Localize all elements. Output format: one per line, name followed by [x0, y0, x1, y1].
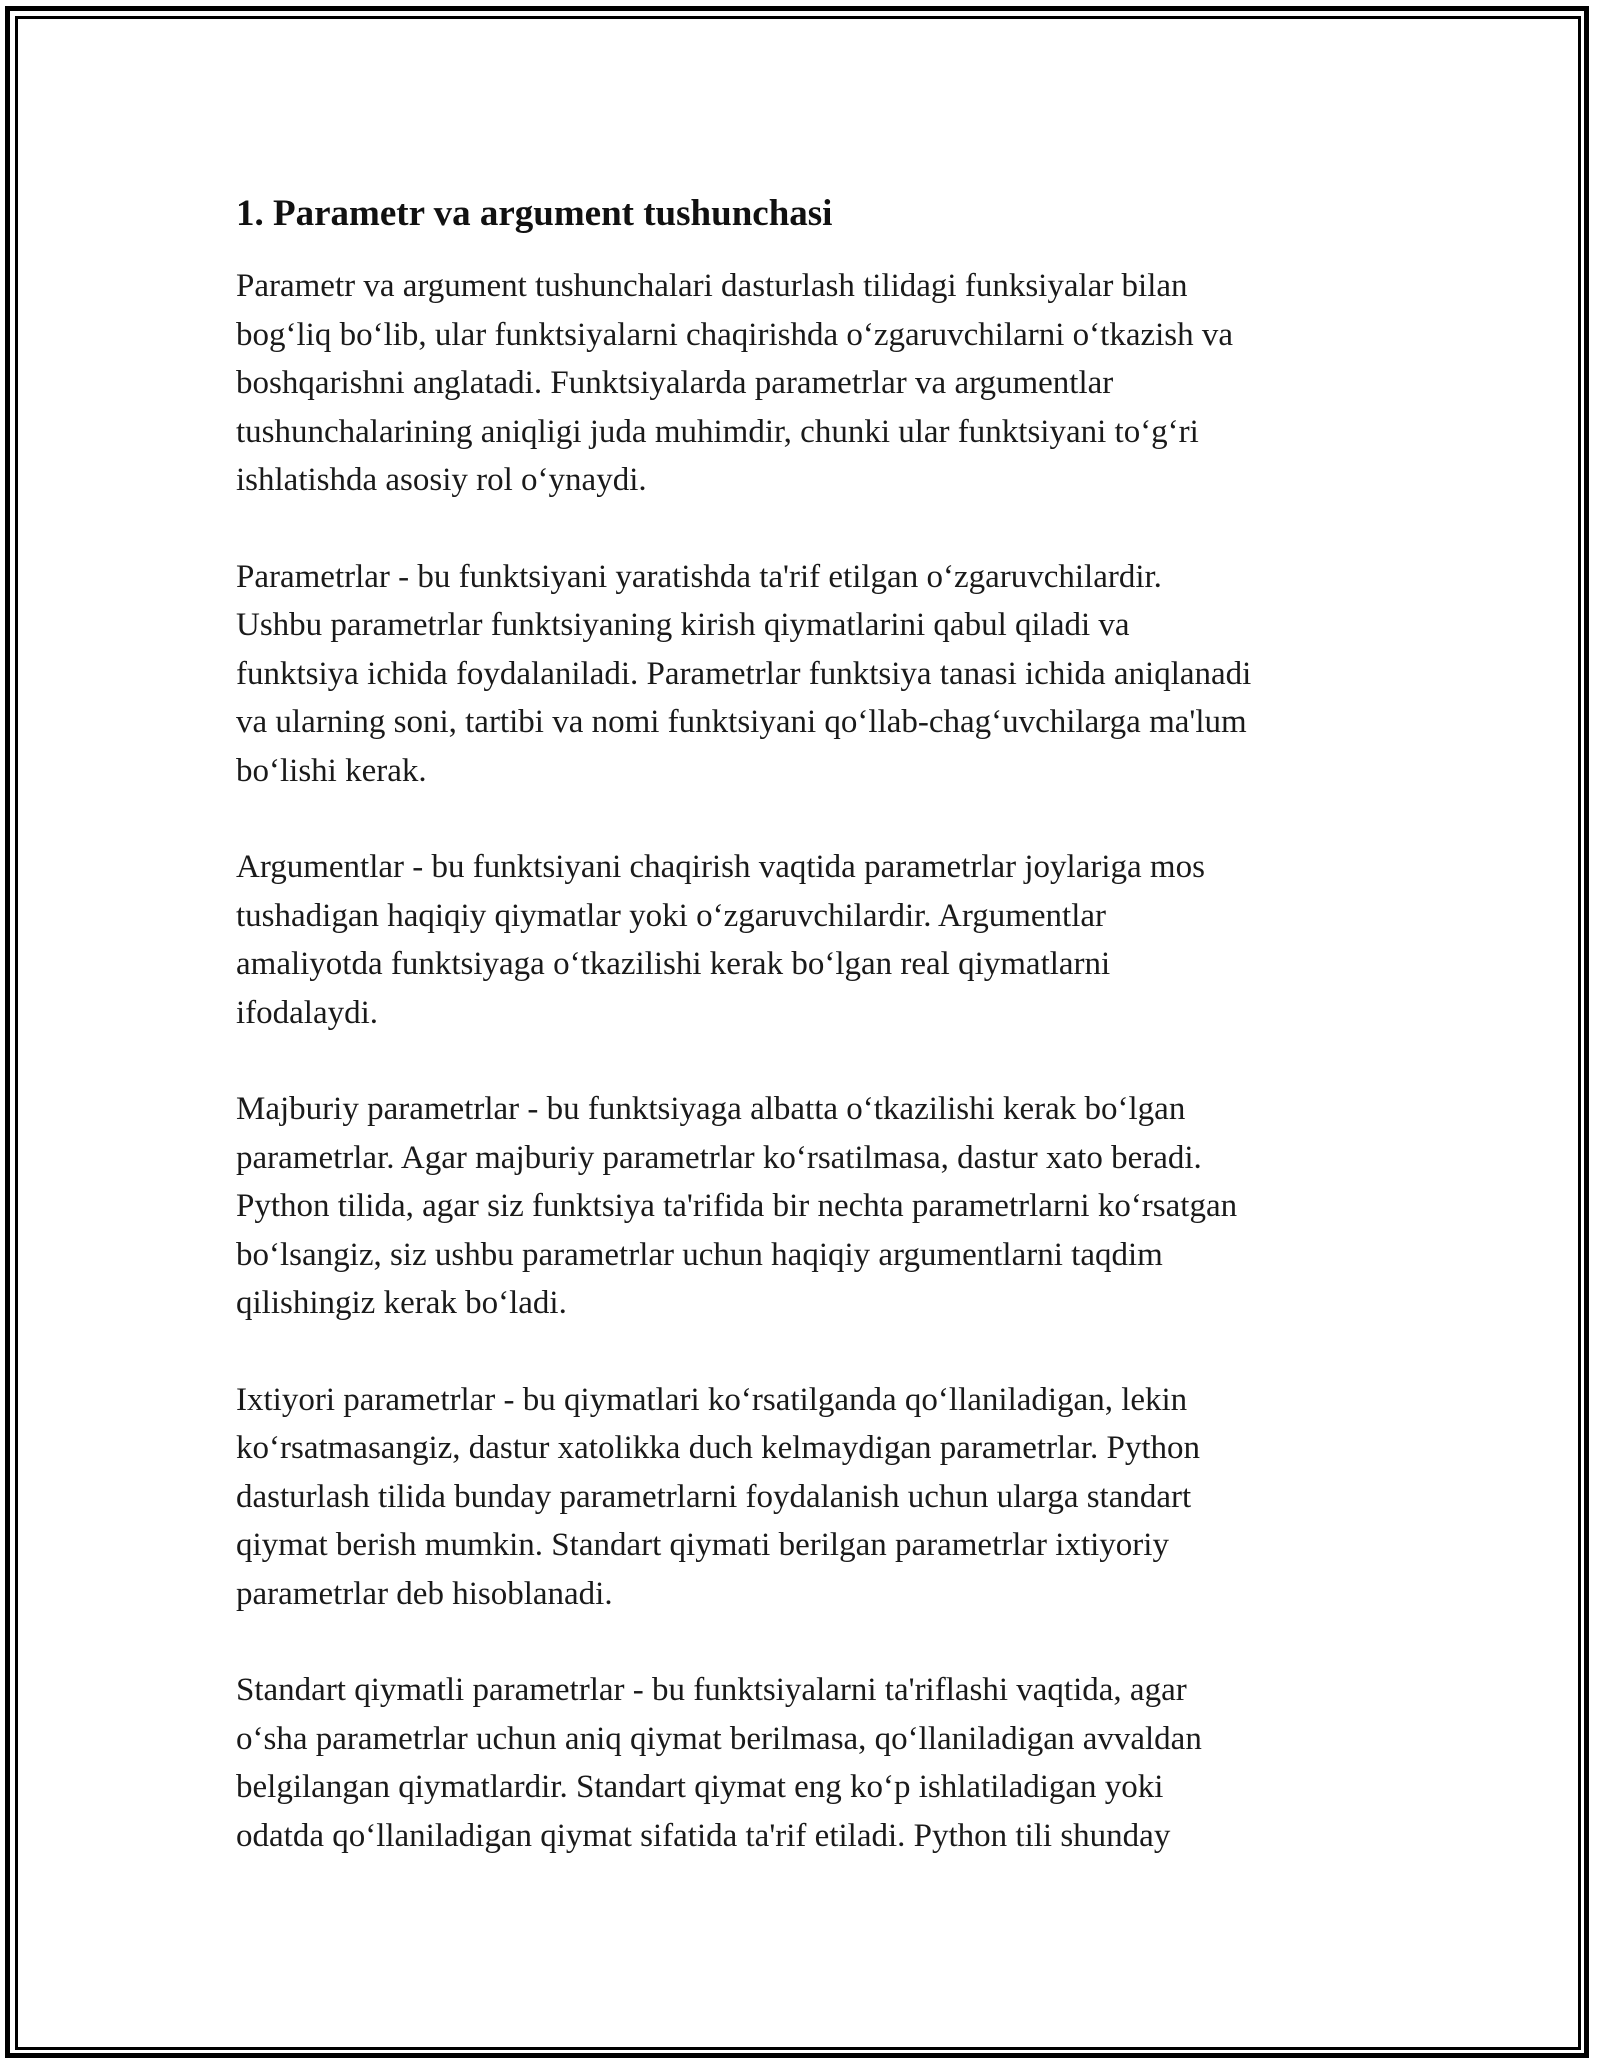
text-line: qilishingiz kerak bo‘ladi. — [236, 1285, 567, 1321]
text-line: Ushbu parametrlar funktsiyaning kirish qiymatlarini qabul qiladi va — [236, 607, 1130, 643]
text-line: bo‘lishi kerak. — [236, 752, 427, 789]
text-line: bo‘lsangiz, siz ushbu parametrlar uchun haqiqiy argumentlarni taqdim — [236, 1236, 1163, 1273]
text-line: funktsiya ichida foydalaniladi. Parametrlar funktsiya tanasi ichida aniqlanadi — [236, 655, 1252, 692]
text-line: tushunchalarining aniqligi juda muhimdir, chunki ular funktsiyani to‘g‘ri — [236, 413, 1199, 450]
paragraph-parameters — [236, 553, 1376, 796]
text-line: odatda qo‘llaniladigan qiymat sifatida ta'rif etiladi. Python tili shunday — [236, 1817, 1171, 1854]
paragraph-default-parameters — [236, 1666, 1376, 1860]
paragraph-arguments — [236, 843, 1376, 1037]
section-heading: 1. Parametr va argument tushunchasi — [236, 193, 833, 234]
text-line: dasturlash tilida bunday parametrlarni foydalanish uchun ularga standart — [236, 1478, 1192, 1515]
text-line: Parametrlar - bu funktsiyani yaratishda ta'rif etilgan o‘zgaruvchilardir. — [236, 558, 1162, 595]
paragraph-required-parameters — [236, 1085, 1376, 1328]
text-line: tushadigan haqiqiy qiymatlar yoki o‘zgaruvchilardir. Argumentlar — [236, 897, 1107, 934]
text-line: parametrlar. Agar majburiy parametrlar ko‘rsatilmasa, dastur xato beradi. — [236, 1139, 1202, 1176]
text-line: Standart qiymatli parametrlar - bu funktsiyalarni ta'riflashi vaqtida, agar — [236, 1672, 1187, 1708]
text-line: amaliyotda funktsiyaga o‘tkazilishi kerak bo‘lgan real qiymatlarni — [236, 946, 1111, 982]
text-line: Ixtiyori parametrlar - bu qiymatlari ko‘rsatilganda qo‘llaniladigan, lekin — [236, 1381, 1188, 1418]
document-body — [236, 188, 1376, 1908]
text-line: o‘sha parametrlar uchun aniq qiymat berilmasa, qo‘llaniladigan avvaldan — [236, 1720, 1202, 1757]
text-line: ishlatishda asosiy rol o‘ynaydi. — [236, 462, 647, 498]
text-line: Argumentlar - bu funktsiyani chaqirish vaqtida parametrlar joylariga mos — [236, 849, 1205, 885]
text-line: qiymat berish mumkin. Standart qiymati berilgan parametrlar ixtiyoriy — [236, 1527, 1169, 1563]
text-line: Parametr va argument tushunchalari dasturlash tilidagi funksiyalar bilan — [236, 268, 1188, 304]
text-line: belgilangan qiymatlardir. Standart qiymat eng ko‘p ishlatiladigan yoki — [236, 1769, 1164, 1805]
paragraph-optional-parameters — [236, 1376, 1376, 1619]
text-line: Majburiy parametrlar - bu funktsiyaga albatta o‘tkazilishi kerak bo‘lgan — [236, 1091, 1186, 1127]
text-line: Python tilida, agar siz funktsiya ta'rifida bir nechta parametrlarni ko‘rsatgan — [236, 1188, 1238, 1224]
paragraph-intro — [236, 262, 1376, 505]
text-line: parametrlar deb hisoblanadi. — [236, 1575, 613, 1612]
text-line: ifodalaydi. — [236, 994, 379, 1031]
text-line: ko‘rsatmasangiz, dastur xatolikka duch kelmaydigan parametrlar. Python — [236, 1430, 1201, 1466]
text-line: va ularning soni, tartibi va nomi funktsiyani qo‘llab-chag‘uvchilarga ma'lum — [236, 704, 1247, 740]
text-line: bog‘liq bo‘lib, ular funktsiyalarni chaqirishda o‘zgaruvchilarni o‘tkazish va — [236, 316, 1234, 353]
text-line: boshqarishni anglatadi. Funktsiyalarda parametrlar va argumentlar — [236, 365, 1114, 401]
